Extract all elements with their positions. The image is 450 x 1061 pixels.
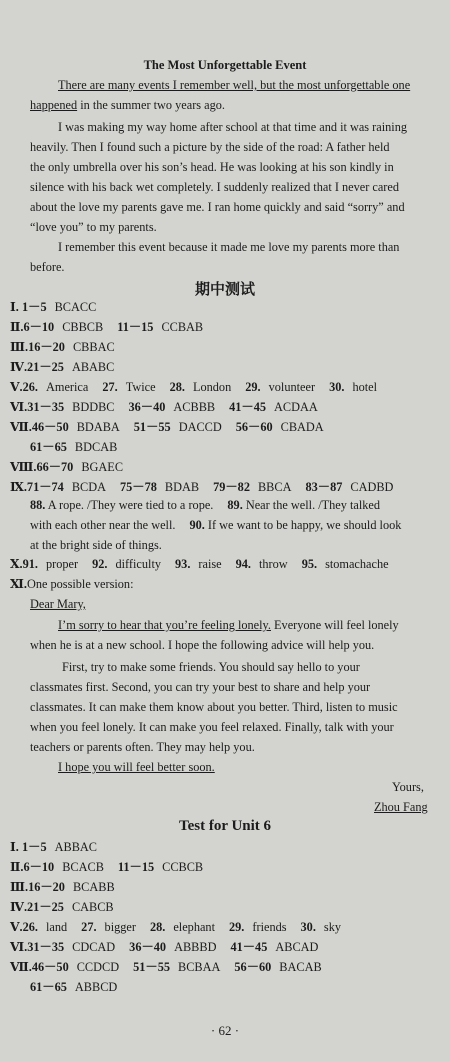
- section-numeral: Ⅶ.: [10, 960, 32, 974]
- question-range: 1－5: [22, 300, 47, 314]
- answer-key: CCDCD: [76, 960, 120, 974]
- essay-line: the only umbrella over his son’s head. He was looking at his son kindly in: [30, 160, 394, 174]
- answer-key: CABCB: [71, 900, 114, 914]
- answer-key: ABCAD: [275, 940, 319, 954]
- answer-row: [10, 360, 114, 374]
- unit6-title: Test for Unit 6: [178, 818, 272, 834]
- section-numeral: Ⅵ.: [10, 400, 28, 414]
- answer-key: land: [46, 920, 68, 934]
- question-range: 30.: [300, 920, 316, 934]
- answer-key: BCDA: [71, 480, 106, 494]
- answer-key: BDCAB: [74, 440, 118, 454]
- answer-row: [10, 900, 114, 914]
- answer-row: [10, 320, 203, 334]
- section-numeral: Ⅲ.: [10, 880, 29, 894]
- question-number: 91.: [22, 557, 38, 571]
- midterm-title: 期中测试: [194, 282, 255, 298]
- letter-line: when he is at a new school. I hope the following advice will help you.: [30, 638, 375, 652]
- essay-line: silence with his back wet completely. I suddenly realized that I never cared: [30, 180, 399, 194]
- answer-key: sky: [323, 920, 341, 934]
- question-range: 21－25: [27, 360, 64, 374]
- answer-row-x: [10, 557, 389, 571]
- answer-key: CADBD: [350, 480, 394, 494]
- section-numeral: Ⅲ.: [10, 340, 29, 354]
- question-range: 27.: [81, 920, 97, 934]
- letter-line: when you feel lonely. It can make you feel relaxed. Finally, talk with your: [30, 720, 394, 734]
- question-range: 28.: [149, 920, 166, 934]
- answer-row: [10, 880, 115, 894]
- question-range: 21－25: [27, 900, 64, 914]
- question-range: 16－20: [28, 880, 65, 894]
- question-range: 16－20: [28, 340, 65, 354]
- question-range: 46－50: [31, 420, 69, 434]
- answer-row: [10, 400, 318, 414]
- answer-key: volunteer: [268, 380, 316, 394]
- answer-key: ACBBB: [173, 400, 216, 414]
- answer-row: [10, 920, 341, 934]
- answer-key: friends: [252, 920, 287, 934]
- letter-yours: Yours,: [392, 780, 424, 794]
- answer-row: [10, 300, 96, 314]
- answer-key: ABBBD: [174, 940, 217, 954]
- section-numeral: Ⅹ.: [10, 557, 23, 571]
- essay-line: before.: [30, 260, 65, 274]
- letter-closing-line: I hope you will feel better soon.: [58, 760, 215, 774]
- answer-key: BDAB: [164, 480, 200, 494]
- section-numeral: Ⅴ.: [10, 920, 23, 934]
- question-range: 75－78: [120, 480, 157, 494]
- answer-key: difficulty: [115, 557, 162, 571]
- answer-key: hotel: [352, 380, 378, 394]
- question-range: 79－82: [213, 480, 250, 494]
- answer-key: London: [192, 380, 232, 394]
- answer-key: stomachache: [325, 557, 389, 571]
- question-range: 26.: [22, 920, 38, 934]
- answer-key: BCACB: [62, 860, 104, 874]
- essay-line: I remember this event because it made me love my parents more than: [58, 240, 400, 254]
- answer-key: BCABB: [72, 880, 115, 894]
- question-range: 56－60: [234, 960, 272, 974]
- question-range: 27.: [102, 380, 118, 394]
- question-range: 83－87: [305, 480, 343, 494]
- question-range: 51－55: [133, 960, 171, 974]
- section-numeral: Ⅳ.: [10, 360, 28, 374]
- answer-row: [10, 460, 123, 474]
- answer-key: elephant: [173, 920, 215, 934]
- answer-key: BDDBC: [72, 400, 115, 414]
- answer-key: ABABC: [71, 360, 115, 374]
- question-range: 61－65: [30, 980, 67, 994]
- question-range: 61－65: [30, 440, 67, 454]
- section-numeral: Ⅷ.: [10, 460, 37, 474]
- section-numeral: Ⅴ.: [10, 380, 23, 394]
- question-range: 29.: [229, 920, 245, 934]
- question-range: 29.: [245, 380, 261, 394]
- question-number: 95.: [301, 557, 318, 571]
- question-range: 1－5: [22, 840, 47, 854]
- question-range: 30.: [329, 380, 345, 394]
- question-range: 11－15: [117, 860, 155, 874]
- letter-line: classmates. It can make them know about you better. Third, listen to music: [30, 700, 398, 714]
- answer-key: BBCA: [257, 480, 292, 494]
- answer-key: BGAEC: [81, 460, 124, 474]
- letter-signature: Zhou Fang: [374, 800, 428, 814]
- answer-key: BACAB: [279, 960, 322, 974]
- question-range: 11－15: [117, 320, 154, 334]
- answer-row: [10, 860, 203, 874]
- section-numeral: Ⅰ.: [10, 840, 19, 854]
- section-numeral: Ⅰ.: [10, 300, 19, 314]
- question-range: 41－45: [230, 940, 268, 954]
- answer-key: BDABA: [76, 420, 120, 434]
- question-range: 31－35: [27, 400, 65, 414]
- answer-key: raise: [198, 557, 222, 571]
- question-range: 31－35: [27, 940, 65, 954]
- answer-key: CDCAD: [72, 940, 116, 954]
- answer-row: [10, 480, 393, 494]
- question-number: 94.: [235, 557, 251, 571]
- answer-key: throw: [258, 557, 288, 571]
- answer-key: America: [46, 380, 89, 394]
- question-number: 92.: [92, 557, 108, 571]
- essay-line: There are many events I remember well, but the most unforgettable one: [58, 78, 411, 92]
- answer-row: [10, 960, 322, 974]
- answer-key: DACCD: [178, 420, 222, 434]
- section-numeral: Ⅶ.: [10, 420, 32, 434]
- answer-key: BCACC: [54, 300, 97, 314]
- answer-key: Twice: [125, 380, 156, 394]
- question-range: 46－50: [31, 960, 69, 974]
- answer-key: CCBAB: [161, 320, 204, 334]
- letter-line: First, try to make some friends. You should say hello to your: [62, 660, 360, 674]
- question-range: 36－40: [129, 940, 167, 954]
- section-numeral: Ⅸ.: [10, 480, 27, 494]
- answer-88-89: 88. A rope. /They were tied to a rope. 89. Near the well. /They talked: [30, 498, 381, 512]
- section-numeral: Ⅳ.: [10, 900, 28, 914]
- answer-row: [10, 940, 318, 954]
- page-number: · 62 ·: [210, 1023, 240, 1038]
- section-numeral: Ⅵ.: [10, 940, 28, 954]
- answer-90-cont: at the bright side of things.: [30, 538, 162, 552]
- letter-line: I’m sorry to hear that you’re feeling lonely. Everyone will feel lonely: [58, 618, 399, 632]
- question-range: 28.: [169, 380, 185, 394]
- answer-key: ABBAC: [54, 840, 97, 854]
- answer-key: CCBCB: [162, 860, 204, 874]
- answer-key: CBADA: [280, 420, 324, 434]
- essay-line: happened in the summer two years ago.: [30, 98, 225, 112]
- answer-row: [10, 420, 324, 434]
- question-range: 71－74: [26, 480, 64, 494]
- essay-line: I was making my way home after school at that time and it was raining: [58, 120, 408, 134]
- answer-row: [30, 440, 117, 454]
- letter-line: teachers or parents often. They may help you.: [30, 740, 255, 754]
- question-range: 41－45: [229, 400, 267, 414]
- answer-key: CBBCB: [62, 320, 104, 334]
- answer-key: bigger: [104, 920, 136, 934]
- answer-row: [10, 340, 115, 354]
- question-range: 36－40: [128, 400, 166, 414]
- question-range: 26.: [22, 380, 38, 394]
- section-numeral: Ⅱ.: [10, 860, 24, 874]
- answer-key: ABBCD: [74, 980, 118, 994]
- answer-key: CBBAC: [72, 340, 115, 354]
- answer-key: ACDAA: [274, 400, 318, 414]
- answer-key: BCBAA: [178, 960, 221, 974]
- essay-line: “love you” to my parents.: [30, 220, 157, 234]
- answer-row: [10, 840, 97, 854]
- question-range: 56－60: [235, 420, 273, 434]
- essay-line: heavily. Then I found such a picture by the side of the road: A father held: [30, 140, 390, 154]
- answer-89-90: with each other near the well. 90. If we want to be happy, we should look: [30, 518, 402, 532]
- question-range: 51－55: [133, 420, 171, 434]
- answer-row: [10, 380, 377, 394]
- essay-line: about the love my parents gave me. I ran home quickly and said “sorry” and: [30, 200, 405, 214]
- question-number: 93.: [175, 557, 191, 571]
- question-range: 6－10: [23, 860, 55, 874]
- answer-key: proper: [46, 557, 79, 571]
- answer-row: [30, 980, 117, 994]
- question-range: 66－70: [36, 460, 74, 474]
- question-range: 6－10: [23, 320, 55, 334]
- section-numeral: Ⅱ.: [10, 320, 24, 334]
- essay-title: The Most Unforgettable Event: [143, 58, 307, 72]
- letter-line: classmates first. Second, you can try your best to share and help your: [30, 680, 371, 694]
- answer-row-xi: Ⅺ.One possible version:: [10, 577, 134, 591]
- letter-greeting: Dear Mary,: [30, 597, 86, 611]
